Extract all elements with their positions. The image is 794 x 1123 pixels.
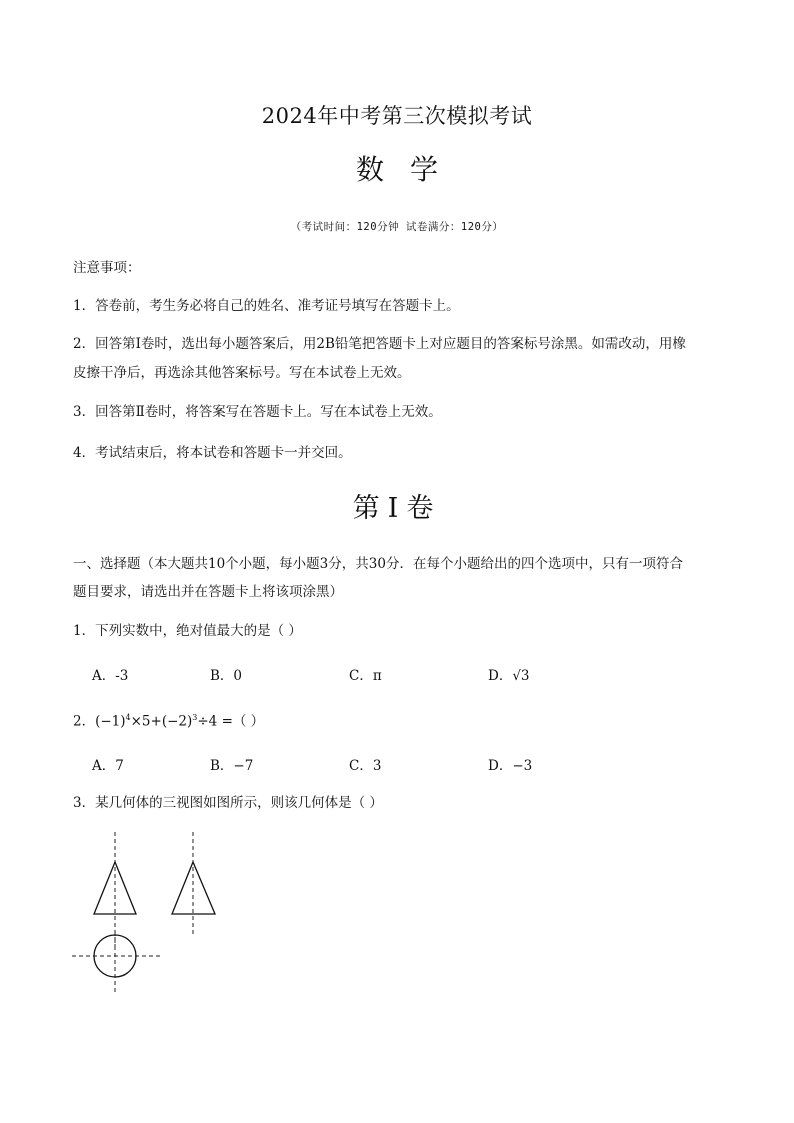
section-instruction-2: 题目要求，请选出并在答题卡上将该项涂黑） [73,584,343,600]
question-2-option-c: C．3 [349,758,382,774]
section-title: 第Ⅰ卷 [352,493,442,524]
front-view [94,832,136,948]
exam-meta: （考试时间：120分钟 试卷满分：120分） [290,221,504,233]
question-2-exp-a: 4 [125,713,131,722]
note-item-2: 2．回答第Ⅰ卷时，选出每小题答案后，用2B铅笔把答题卡上对应题目的答案标号涂黑。如需改动，用橡 [73,336,686,352]
exam-title: 2024年中考第三次模拟考试 [261,104,533,128]
question-1-option-a: A．-3 [92,668,129,684]
question-1-option-d: D．√3 [488,668,530,684]
subject-title: 数学 [355,153,464,186]
question-2-expr-a: (−1) [95,713,126,730]
notes-heading: 注意事项： [73,260,141,276]
question-2-expr-b: ×5+(−2) [130,713,193,730]
question-2-stem [73,708,264,732]
question-1-option-c: C．π [349,668,382,684]
question-2-option-a: A．7 [92,758,124,774]
note-item-4: 4．考试结束后，将本试卷和答题卡一并交回。 [73,445,352,461]
question-2-option-d: D．−3 [488,758,533,774]
section-instruction-1: 一、选择题（本大题共10个小题，每小题3分，共30分．在每个小题给出的四个选项中，只有一项符合 [73,556,683,572]
top-view [72,932,160,992]
note-item-3: 3．回答第Ⅱ卷时，将答案写在答题卡上。写在本试卷上无效。 [73,404,442,420]
question-2-option-b: B．−7 [210,758,254,774]
three-view-figure [66,832,226,997]
question-1-option-b: B．0 [210,668,243,684]
note-item-2-cont: 皮擦干净后，再选涂其他答案标号。写在本试卷上无效。 [73,365,411,381]
question-3-stem: 3．某几何体的三视图如图所示，则该几何体是（ ） [73,795,383,811]
question-2-expr-c: ÷4 =（ ） [197,713,265,730]
side-view [172,832,215,936]
note-item-1: 1．答卷前，考生务必将自己的姓名、准考证号填写在答题卡上。 [73,298,460,314]
question-1-stem: 1．下列实数中，绝对值最大的是（ ） [73,623,302,639]
question-2-exp-b: 3 [192,713,198,722]
question-2-number: 2． [73,713,96,730]
